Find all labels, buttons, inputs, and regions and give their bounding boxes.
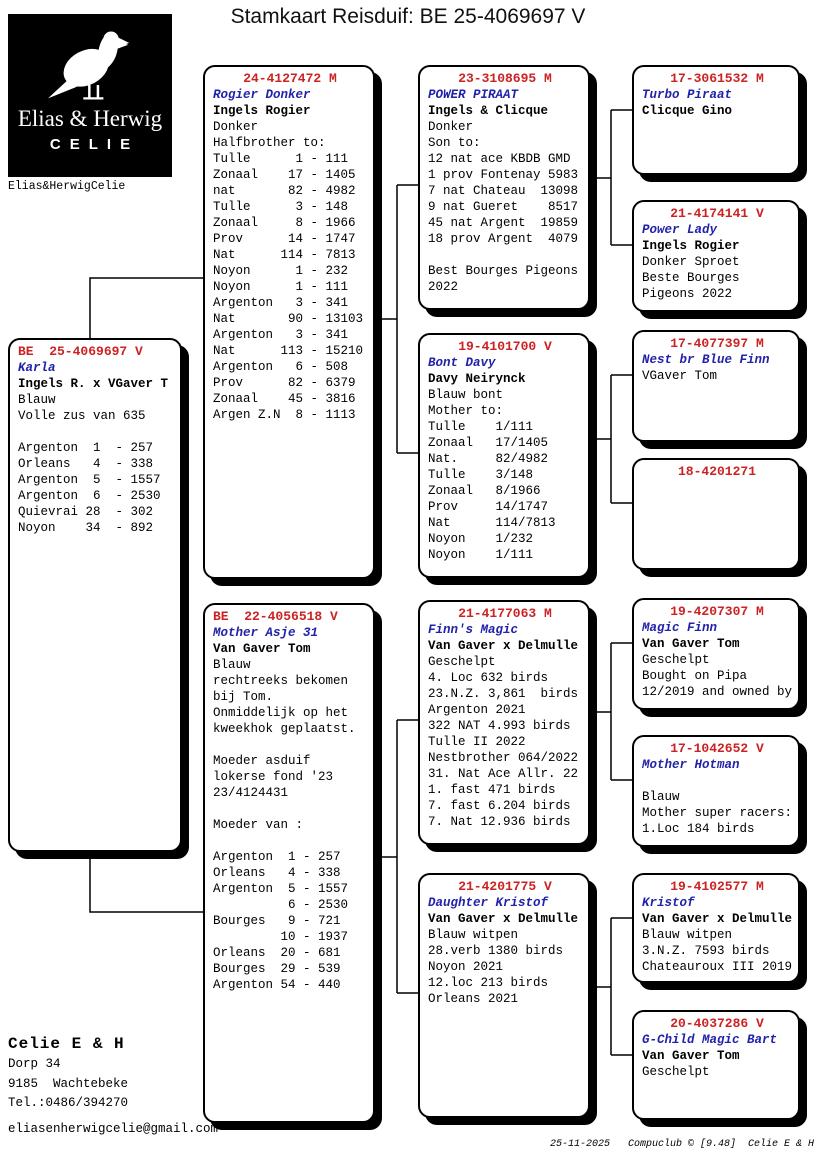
info-line: Halfbrother to:: [213, 136, 326, 150]
info-line: Blauw bont: [428, 388, 504, 402]
info-line: Bourges 29 - 539: [213, 962, 341, 976]
info-line: Blauw: [18, 393, 56, 407]
fancier-name: Van Gaver Tom: [642, 637, 740, 651]
info-line: nat 82 - 4982: [213, 184, 356, 198]
info-line: Orleans 2021: [428, 992, 519, 1006]
pigeon-name: Magic Finn: [642, 621, 718, 635]
connector-line: [90, 278, 203, 338]
info-line: Tulle 3 - 148: [213, 200, 349, 214]
loft-logo: [8, 14, 172, 177]
fancier-name: Van Gaver x Delmulle: [428, 639, 579, 653]
info-line: 9 nat Gueret 8517: [428, 200, 579, 214]
info-line: 12/2019 and owned by: [642, 685, 793, 699]
info-line: Quievrai 28 - 302: [18, 505, 154, 519]
info-line: Donker Sproet: [642, 255, 740, 269]
ring-number: 19-4207307 M: [670, 604, 764, 619]
ring-number: 21-4177063 M: [458, 606, 552, 621]
info-line: 10 - 1937: [213, 930, 349, 944]
info-line: Orleans 4 - 338: [213, 866, 341, 880]
info-line: Volle zus van 635: [18, 409, 146, 423]
pedigree-box-ss_sire: [632, 65, 800, 175]
info-line: Zonaal 45 - 3816: [213, 392, 356, 406]
info-line: Moeder van :: [213, 818, 304, 832]
address-phone: Tel.:0486/394270: [8, 1096, 129, 1110]
pedigree-box-ds_dam: [632, 735, 800, 847]
info-line: Zonaal 17 - 1405: [213, 168, 356, 182]
info-line: Tulle 1 - 111: [213, 152, 349, 166]
pedigree-box-dd_dam: [632, 1010, 800, 1120]
ring-number: 24-4127472 M: [243, 71, 337, 86]
info-line: 12 nat ace KBDB GMD: [428, 152, 571, 166]
info-line: 1. fast 471 birds: [428, 783, 556, 797]
info-line: 4. Loc 632 birds: [428, 671, 549, 685]
owner-name: Celie E & H: [8, 1035, 125, 1053]
info-line: Prov 82 - 6379: [213, 376, 356, 390]
info-line: [213, 833, 367, 849]
info-line: Zonaal 17/1405: [428, 436, 549, 450]
pedigree-box-ss_dam: [632, 200, 800, 312]
info-line: Bought on Pipa: [642, 669, 748, 683]
connector-line: [90, 852, 203, 912]
info-line: 23/4124431: [213, 786, 289, 800]
fancier-name: Ingels Rogier: [213, 104, 311, 118]
info-line: Nat. 82/4982: [428, 452, 549, 466]
pedigree-box-sire_sire: [418, 65, 590, 310]
info-line: Argenton 5 - 1557: [213, 882, 349, 896]
pedigree-box-sire: [203, 65, 375, 579]
info-line: Onmiddelijk op het: [213, 706, 349, 720]
info-line: [18, 424, 174, 440]
info-line: Nat 113 - 15210: [213, 344, 364, 358]
pedigree-box-dam_sire: [418, 600, 590, 845]
owner-address-block: [8, 1033, 128, 1114]
info-line: 18 prov Argent 4079: [428, 232, 579, 246]
ring-number: BE 25-4069697 V: [18, 344, 143, 359]
pigeon-name: Mother Asje 31: [213, 626, 319, 640]
info-line: Moeder asduif: [213, 754, 311, 768]
pigeon-icon: [42, 20, 138, 106]
pigeon-name: Rogier Donker: [213, 88, 311, 102]
pedigree-box-ds_sire: [632, 598, 800, 710]
ring-number: 21-4201775 V: [458, 879, 552, 894]
info-line: Noyon 1/111: [428, 548, 534, 562]
ring-number: 17-3061532 M: [670, 71, 764, 86]
info-line: Donker: [213, 120, 259, 134]
print-footer: 25-11-2025 Compuclub © [9.48] Celie E & H: [549, 1139, 814, 1150]
info-line: Noyon 2021: [428, 960, 504, 974]
info-line: Best Bourges Pigeons: [428, 264, 579, 278]
info-line: Argenton 1 - 257: [18, 441, 154, 455]
pigeon-name: Bont Davy: [428, 356, 496, 370]
pedigree-box-dam_dam: [418, 873, 590, 1118]
info-line: Nat 90 - 13103: [213, 312, 364, 326]
info-line: 28.verb 1380 birds: [428, 944, 564, 958]
info-line: Argen Z.N 8 - 1113: [213, 408, 356, 422]
fancier-name: Ingels & Clicque: [428, 104, 549, 118]
fancier-name: VGaver Tom: [642, 369, 718, 383]
info-line: Geschelpt: [642, 1065, 710, 1079]
pedigree-box-subject: [8, 338, 182, 852]
pigeon-name: Nest br Blue Finn: [642, 353, 770, 367]
pigeon-name: Kristof: [642, 896, 695, 910]
logo-caption: Elias&HerwigCelie: [8, 180, 126, 193]
pigeon-name: POWER PIRAAT: [428, 88, 519, 102]
info-line: 3.N.Z. 7593 birds: [642, 944, 770, 958]
ring-number: 17-4077397 M: [670, 336, 764, 351]
info-line: Geschelpt: [428, 655, 496, 669]
info-line: Nestbrother 064/2022: [428, 751, 579, 765]
pedigree-box-sd_dam: [632, 458, 800, 570]
info-line: Nat 114/7813: [428, 516, 556, 530]
info-line: Blauw: [213, 658, 251, 672]
info-line: Blauw witpen: [428, 928, 519, 942]
info-line: kweekhok geplaatst.: [213, 722, 356, 736]
info-line: Tulle II 2022: [428, 735, 526, 749]
info-line: Noyon 1 - 232: [213, 264, 349, 278]
info-line: Orleans 20 - 681: [213, 946, 341, 960]
ring-number: BE 22-4056518 V: [213, 609, 338, 624]
pigeon-name: Power Lady: [642, 223, 718, 237]
info-line: Argenton 6 - 508: [213, 360, 349, 374]
pigeon-name: Daughter Kristof: [428, 896, 549, 910]
info-line: Argenton 5 - 1557: [18, 473, 161, 487]
info-line: Tulle 1/111: [428, 420, 534, 434]
info-line: 7. Nat 12.936 birds: [428, 815, 571, 829]
info-line: Blauw: [642, 790, 680, 804]
info-line: lokerse fond '23: [213, 770, 334, 784]
info-line: [428, 247, 582, 263]
info-line: rechtreeks bekomen: [213, 674, 349, 688]
pedigree-box-dam: [203, 603, 375, 1123]
pigeon-name: Karla: [18, 361, 56, 375]
fancier-name: Clicque Gino: [642, 104, 733, 118]
info-line: 1 prov Fontenay 5983: [428, 168, 579, 182]
info-line: Argenton 3 - 341: [213, 296, 349, 310]
pigeon-name: Finn's Magic: [428, 623, 519, 637]
info-line: Prov 14/1747: [428, 500, 549, 514]
info-line: Noyon 1/232: [428, 532, 534, 546]
fancier-name: Ingels Rogier: [642, 239, 740, 253]
info-line: Chateauroux III 2019: [642, 960, 793, 974]
info-line: bij Tom.: [213, 690, 274, 704]
info-line: Argenton 2021: [428, 703, 526, 717]
info-line: Prov 14 - 1747: [213, 232, 356, 246]
info-line: Pigeons 2022: [642, 287, 733, 301]
ring-number: 17-1042652 V: [670, 741, 764, 756]
logo-loft-name: Elias & Herwig: [17, 106, 163, 131]
info-line: Blauw witpen: [642, 928, 733, 942]
info-line: Mother to:: [428, 404, 504, 418]
pedigree-box-sire_dam: [418, 333, 590, 578]
info-line: 7 nat Chateau 13098: [428, 184, 579, 198]
info-line: [213, 737, 367, 753]
info-line: Noyon 34 - 892: [18, 521, 154, 535]
info-line: Argenton 1 - 257: [213, 850, 341, 864]
info-line: 6 - 2530: [213, 898, 349, 912]
info-line: Mother super racers:: [642, 806, 793, 820]
info-line: Son to:: [428, 136, 481, 150]
pedigree-box-sd_sire: [632, 330, 800, 442]
logo-family-name: CELIE: [49, 136, 140, 153]
address-street: Dorp 34: [8, 1057, 61, 1071]
info-line: Tulle 3/148: [428, 468, 534, 482]
info-line: Bourges 9 - 721: [213, 914, 341, 928]
address-city: 9185 Wachtebeke: [8, 1076, 129, 1091]
page-title: Stamkaart Reisduif: BE 25-4069697 V: [230, 5, 586, 28]
ring-number: 19-4101700 V: [458, 339, 552, 354]
info-line: Argenton 54 - 440: [213, 978, 341, 992]
info-line: 31. Nat Ace Allr. 22: [428, 767, 579, 781]
info-line: Noyon 1 - 111: [213, 280, 349, 294]
info-line: Zonaal 8 - 1966: [213, 216, 356, 230]
info-line: Geschelpt: [642, 653, 710, 667]
info-line: Zonaal 8/1966: [428, 484, 541, 498]
pigeon-name: Turbo Piraat: [642, 88, 733, 102]
fancier-name: Davy Neirynck: [428, 372, 526, 386]
ring-number: 18-4201271: [677, 464, 756, 479]
info-line: 1.Loc 184 birds: [642, 822, 755, 836]
ring-number: 21-4174141 V: [670, 206, 764, 221]
fancier-name: Van Gaver x Delmulle: [428, 912, 579, 926]
ring-number: 23-3108695 M: [458, 71, 552, 86]
info-line: [213, 801, 367, 817]
ring-number: 20-4037286 V: [670, 1016, 764, 1031]
owner-email: eliasenherwigcelie@gmail.com: [8, 1122, 219, 1136]
fancier-name: Van Gaver Tom: [642, 1049, 740, 1063]
info-line: 322 NAT 4.993 birds: [428, 719, 571, 733]
info-line: Orleans 4 - 338: [18, 457, 154, 471]
info-line: 7. fast 6.204 birds: [428, 799, 571, 813]
fancier-name: Ingels R. x VGaver T: [18, 377, 169, 391]
ring-number: 19-4102577 M: [670, 879, 764, 894]
info-line: 2022: [428, 280, 459, 294]
info-line: 12.loc 213 birds: [428, 976, 549, 990]
pedigree-box-dd_sire: [632, 873, 800, 983]
info-line: Argenton 6 - 2530: [18, 489, 161, 503]
info-line: Donker: [428, 120, 474, 134]
info-line: Nat 114 - 7813: [213, 248, 356, 262]
info-line: [642, 773, 792, 789]
info-line: Argenton 3 - 341: [213, 328, 349, 342]
pigeon-name: G-Child Magic Bart: [642, 1033, 778, 1047]
info-line: 45 nat Argent 19859: [428, 216, 579, 230]
fancier-name: Van Gaver x Delmulle: [642, 912, 793, 926]
info-line: Beste Bourges: [642, 271, 740, 285]
pigeon-name: Mother Hotman: [642, 758, 740, 772]
fancier-name: Van Gaver Tom: [213, 642, 311, 656]
info-line: 23.N.Z. 3,861 birds: [428, 687, 579, 701]
